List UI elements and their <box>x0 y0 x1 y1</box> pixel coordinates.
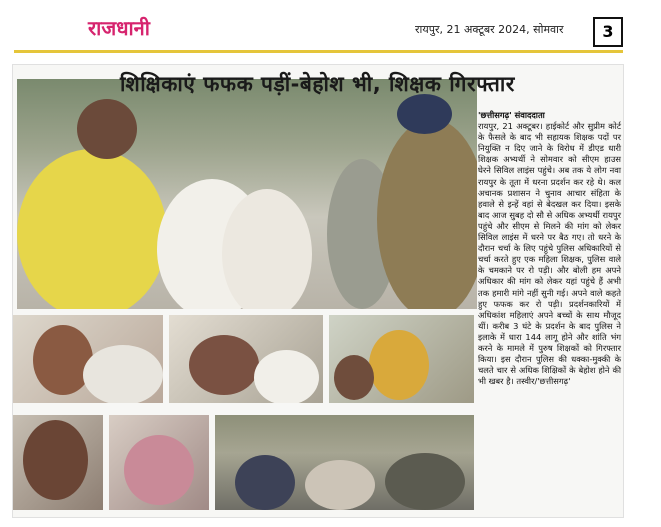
main-protest-photo <box>17 79 477 309</box>
article-text <box>478 110 621 387</box>
byline: 'छत्तीसगढ़' संवाददाता <box>478 110 545 120</box>
photo-woman-holding-head <box>109 415 209 510</box>
headline: शिक्षिकाएं फफक पड़ीं-बेहोश भी, शिक्षक गिरफ्तार <box>120 72 515 96</box>
masthead <box>0 0 661 50</box>
photo-woman-crying-1 <box>13 315 163 403</box>
page-number: 3 <box>593 17 623 47</box>
photo-woman-crying-3 <box>329 315 474 403</box>
photo-woman-shouting <box>13 415 103 510</box>
photo-woman-crying-2 <box>169 315 323 403</box>
header-rule <box>14 50 623 53</box>
photo-crowd-arrest <box>215 415 474 510</box>
dateline: रायपुर, 21 अक्टूबर 2024, सोमवार <box>415 23 564 36</box>
article-body: रायपुर, 21 अक्टूबर। हाईकोर्ट और सुप्रीम कोर्ट के फैसले के बाद भी सहायक शिक्षक पदों पर नियुक्ति न दिए जाने के विरोध में डीएड धारी शिक्षक अभ्यर्थी ने सोमवार को सीएम हाउस घेरने सिविल लाइंस पहुंचे। अब तक ये लोग नवा रायपुर के तूता में धरना प्रदर्शन कर रहे थे। कल अचानक प्रशासन ने चुनाव आचार संहिता के हवाले से इन्हें वहां से बेदखल कर दिया। इसके बाद आज सुबह दो सौ से अधिक अभ्यर्थी रायपुर पहुंचे और सीएम से मिलने की मांग को लेकर सिविल लाइंस में धरने पर बैठ गए। तो धरने के दौरान चर्चा के लिए पहुंचे पुलिस अधिकारियों से चर्चा करते हुए एक महिला शिक्षक, पुलिस वाले के चमकाने पर रो पड़ी। और बोली हम अपने अधिकार की मांग को लेकर यहां पहुंचे हैं अभी तक हमारी मांगे नहीं सुनी गई। अपने वाले कहते हुए फफक कर रो पड़ी। प्रदर्शनकारियों में अधिकांश महिलाएं अपने बच्चों के साथ मौजूद थीं। करीब 3 घंटे के प्रदर्शन के बाद पुलिस ने इलाके में धारा 144 लागू होने और शांति भंग करने के मामले में पुरुष शिक्षकों को गिरफ्तार किया। इस दौरान पुलिस की धक्का-मुक्की के चलते चार से अधिक शिक्षिकों के बेहोश होने की भी खबर है। तस्वीर/'छत्तीसगढ़' <box>478 121 621 387</box>
section-name: राजधानी <box>88 16 150 40</box>
